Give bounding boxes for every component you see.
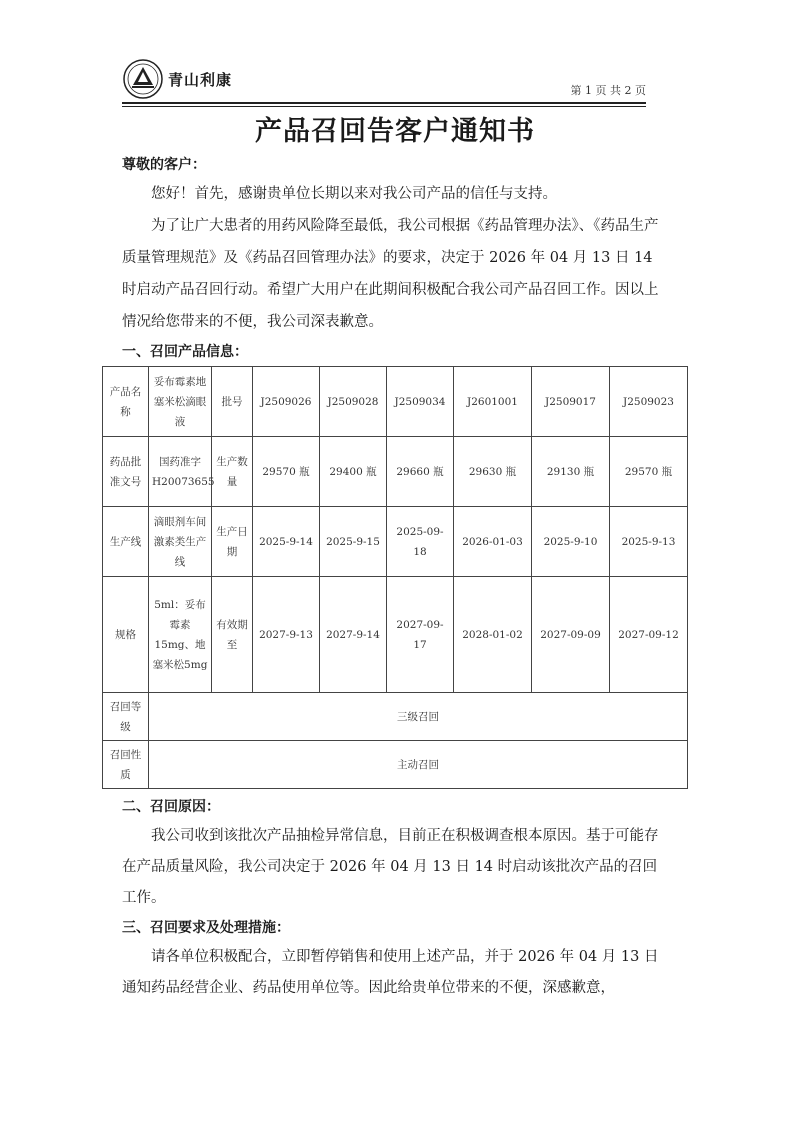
document-body <box>109 112 679 1004</box>
table-cell: 2027-09-09 <box>532 577 610 693</box>
row-label: 药品批准文号 <box>103 437 149 507</box>
table-cell: 2027-9-14 <box>320 577 387 693</box>
row-sublabel: 生产日期 <box>212 507 253 577</box>
table-cell: 29570 瓶 <box>253 437 320 507</box>
table-row <box>103 367 688 437</box>
table-cell: 2027-9-13 <box>253 577 320 693</box>
page-indicator: 第 1 页 共 2 页 <box>570 84 646 97</box>
row-value: 国药准字H20073655 <box>149 437 212 507</box>
company-name: 青山利康 <box>168 70 233 89</box>
section-heading-product-info: 一、召回产品信息： <box>122 344 248 360</box>
table-cell: 29630 瓶 <box>454 437 532 507</box>
page-header <box>122 58 646 102</box>
table-cell: 2025-9-13 <box>610 507 688 577</box>
recall-info-table-wrap <box>102 366 687 789</box>
table-cell: J2509028 <box>320 367 387 437</box>
table-row <box>103 577 688 693</box>
table-row <box>103 437 688 507</box>
salutation: 尊敬的客户： <box>122 157 206 173</box>
recall-level-value: 三级召回 <box>149 693 688 741</box>
row-sublabel: 生产数量 <box>212 437 253 507</box>
table-row <box>103 693 688 741</box>
table-cell: 29660 瓶 <box>387 437 454 507</box>
mountain-logo-icon <box>122 58 164 100</box>
table-cell: J2601001 <box>454 367 532 437</box>
header-rule-thin <box>122 106 646 107</box>
table-cell: 2026-01-03 <box>454 507 532 577</box>
row-value: 5ml：妥布霉素15mg、地塞米松5mg <box>149 577 212 693</box>
row-label: 规格 <box>103 577 149 693</box>
table-cell: 29130 瓶 <box>532 437 610 507</box>
header-rule-thick <box>122 102 646 104</box>
greeting-paragraph: 您好！首先，感谢贵单位长期以来对我公司产品的信任与支持。 <box>151 186 557 202</box>
table-cell: 2028-01-02 <box>454 577 532 693</box>
reason-paragraph: 我公司收到该批次产品抽检异常信息，目前正在积极调查根本原因。基于可能存在产品质量风险，我公司决定于 2026 年 04 月 13 日 14 时启动该批次产品的召回工作。 <box>122 828 659 906</box>
table-cell: J2509034 <box>387 367 454 437</box>
company-logo <box>122 58 232 100</box>
table-cell: J2509017 <box>532 367 610 437</box>
table-cell: J2509023 <box>610 367 688 437</box>
table-cell: 29570 瓶 <box>610 437 688 507</box>
row-label: 生产线 <box>103 507 149 577</box>
intro-paragraph: 为了让广大患者的用药风险降至最低，我公司根据《药品管理办法》、《药品生产质量管理规范》及《药品召回管理办法》的要求，决定于 2026 年 04 月 13 日 14 时启动产品召回行动。希望广大用户在此期间积极配合我公司产品召回工作。因以上情况给您带来的不便，我公司深表歉意。 <box>122 218 659 330</box>
row-sublabel: 批号 <box>212 367 253 437</box>
table-cell: 2025-9-15 <box>320 507 387 577</box>
table-cell: 2027-09-12 <box>610 577 688 693</box>
table-cell: J2509026 <box>253 367 320 437</box>
row-sublabel: 有效期至 <box>212 577 253 693</box>
row-value: 妥布霉素地塞米松滴眼液 <box>149 367 212 437</box>
table-row <box>103 741 688 789</box>
recall-nature-value: 主动召回 <box>149 741 688 789</box>
page-title: 产品召回告客户通知书 <box>255 116 535 147</box>
recall-info-table <box>102 366 688 789</box>
row-label: 产品名称 <box>103 367 149 437</box>
measures-paragraph: 请各单位积极配合，立即暂停销售和使用上述产品，并于 2026 年 04 月 13 日通知药品经营企业、药品使用单位等。因此给贵单位带来的不便，深感歉意， <box>122 949 659 996</box>
table-cell: 2025-09-18 <box>387 507 454 577</box>
row-value: 滴眼剂车间激素类生产线 <box>149 507 212 577</box>
table-row <box>103 507 688 577</box>
table-cell: 2027-09-17 <box>387 577 454 693</box>
row-label: 召回性质 <box>103 741 149 789</box>
table-cell: 29400 瓶 <box>320 437 387 507</box>
row-label: 召回等级 <box>103 693 149 741</box>
table-cell: 2025-9-10 <box>532 507 610 577</box>
section-heading-reason: 二、召回原因： <box>122 799 220 815</box>
table-cell: 2025-9-14 <box>253 507 320 577</box>
section-heading-measures: 三、召回要求及处理措施： <box>122 920 290 936</box>
